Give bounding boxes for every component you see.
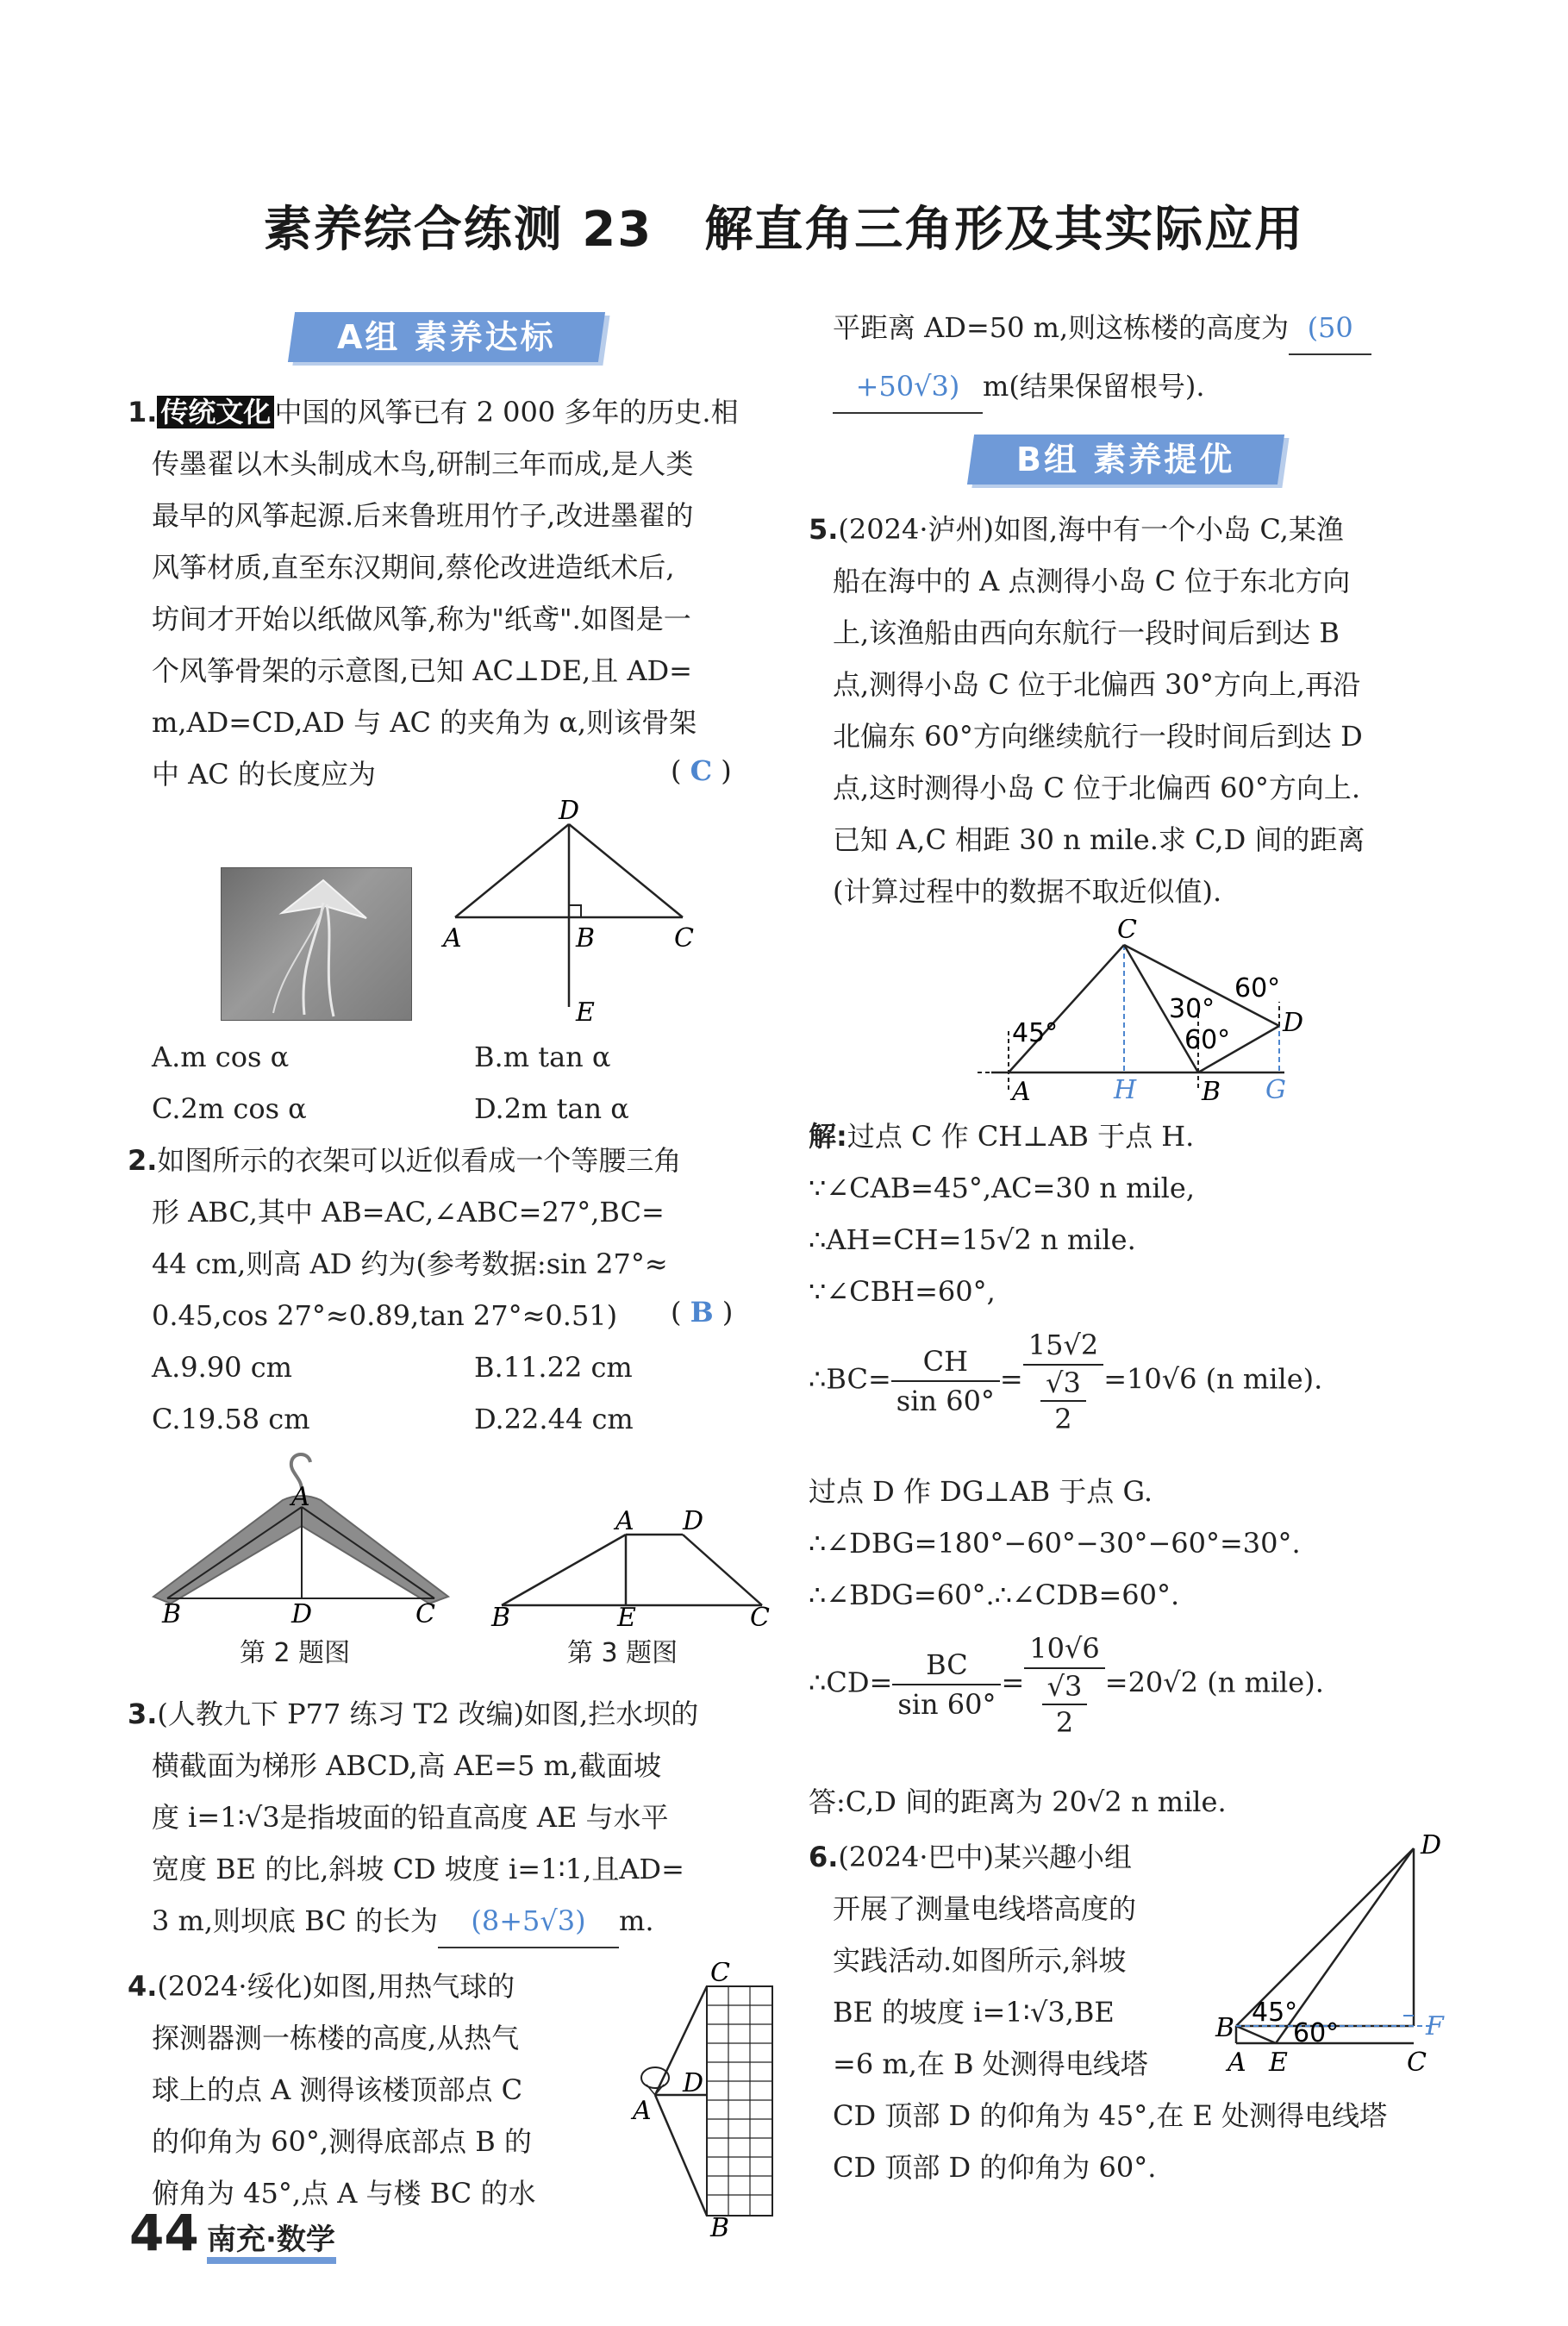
q1-line-7: m,AD=CD,AD 与 AC 的夹角为 α,则该骨架 [152, 706, 697, 739]
fig3-label-d: D [683, 1506, 704, 1536]
q6-line-5: =6 m,在 B 处测得电线塔 [833, 2048, 1148, 2080]
q1-line-2: 传墨翟以木头制成木鸟,研制三年而成,是人类 [152, 447, 694, 480]
q4-line-5: 俯角为 45°,点 A 与楼 BC 的水 [152, 2177, 536, 2210]
q2-answer: ( B ) [671, 1296, 734, 1329]
q5-sol-3: ∴AH=CH=15√2 n mile. [809, 1223, 1136, 1256]
q4-cont-2: +50√3) m(结果保留根号). [833, 360, 1205, 414]
q6-line-1: 6.(2024·巴中)某兴趣小组 [809, 1841, 1133, 1873]
fig3-label-e: E [617, 1603, 636, 1626]
fig5-angle-60-bottom: 60° [1184, 1025, 1231, 1055]
q5-sol-6: 过点 D 作 DG⊥AB 于点 G. [809, 1475, 1153, 1508]
fig6-label-d: D [1421, 1833, 1442, 1860]
q1-line-3: 最早的风筝起源.后来鲁班用竹子,改进墨翟的 [152, 499, 694, 532]
q2-option-c: C.19.58 cm [152, 1403, 310, 1435]
q3-line-5: 3 m,则坝底 BC 的长为 (8+5√3) m. [152, 1895, 654, 1948]
fig5-angle-30: 30° [1169, 994, 1215, 1024]
title-left: 素养综合练测 23 [263, 202, 653, 258]
q1-answer: ( C ) [671, 754, 732, 787]
fig3-label-c: C [750, 1603, 770, 1626]
page-number: 44 [129, 2204, 199, 2262]
q4-line-4: 的仰角为 60°,测得底部点 B 的 [152, 2125, 532, 2158]
q5-sol-5: ∴BC= $\frac{CH}{\sin 60^\circ}$ = $\frac{15√2}{\frac{√3}{2}}$ =10√6 (n mile). [809, 1326, 1322, 1436]
fig6-label-b: B [1215, 2013, 1235, 2043]
q3-figure [488, 1500, 781, 1626]
fig2-label-a: A [291, 1482, 310, 1512]
q1-figure [431, 798, 707, 1022]
q5-line-2: 船在海中的 A 点测得小岛 C 位于东北方向 [833, 565, 1351, 597]
fig6-label-f: F [1426, 2011, 1444, 2042]
q4-answer-blank-2: +50√3) [833, 360, 983, 414]
q4-line-3: 球上的点 A 测得该楼顶部点 C [152, 2073, 523, 2106]
fig2-label-c: C [415, 1599, 435, 1624]
page-title [0, 191, 1568, 260]
q1-option-c: C.2m cos α [152, 1092, 307, 1125]
fig1-label-e: E [576, 997, 595, 1022]
fig4-label-c: C [710, 1962, 730, 1988]
q2-line-2: 形 ABC,其中 AB=AC,∠ABC=27°,BC= [152, 1196, 665, 1229]
q2-caption: 第 2 题图 [240, 1638, 351, 1668]
fig1-label-c: C [674, 923, 694, 954]
q2-option-d: D.22.44 cm [474, 1403, 634, 1435]
q4-line-2: 探测器测一栋楼的高度,从热气 [152, 2022, 520, 2054]
fig4-label-a: A [633, 2096, 652, 2126]
culture-tag: 传统文化 [157, 396, 274, 428]
q6-line-2: 开展了测量电线塔高度的 [833, 1892, 1137, 1925]
q5-sol-2: ∵∠CAB=45°,AC=30 n mile, [809, 1172, 1195, 1204]
fig3-label-a: A [615, 1506, 634, 1536]
fig3-label-b: B [491, 1603, 511, 1626]
q5-sol-9: ∴CD= $\frac{BC}{\sin 60^\circ}$ = $\frac{10√6}{\frac{√3}{2}}$ =20√2 (n mile). [809, 1629, 1324, 1740]
title-right: 解直角三角形及其实际应用 [704, 202, 1305, 258]
q4-answer-blank-1: (50 [1289, 302, 1371, 355]
fig5-angle-60-top: 60° [1234, 973, 1281, 1004]
q4-line-1: 4.(2024·绥化)如图,用热气球的 [128, 1970, 515, 2003]
q1-line-1: 1. 传统文化 中国的风筝已有 2 000 多年的历史.相 [128, 396, 739, 428]
q1-option-d: D.2m tan α [474, 1092, 629, 1125]
q3-line-4: 宽度 BE 的比,斜坡 CD 坡度 i=1∶1,且AD= [152, 1853, 684, 1885]
fig6-label-e: E [1269, 2048, 1288, 2078]
q5-sol-7: ∴∠DBG=180°−60°−30°−60°=30°. [809, 1527, 1301, 1560]
q2-option-a: A.9.90 cm [152, 1351, 292, 1384]
fig1-label-b: B [576, 923, 596, 954]
q1-line-6: 个风筝骨架的示意图,已知 AC⊥DE,且 AD= [152, 654, 692, 687]
q3-line-2: 横截面为梯形 ABCD,高 AE=5 m,截面坡 [152, 1749, 662, 1782]
q1-line-8: 中 AC 的长度应为 [152, 758, 376, 791]
kite-image [222, 868, 411, 1020]
q6-line-7: CD 顶部 D 的仰角为 60°. [833, 2151, 1157, 2184]
group-b-banner: B组 素养提优 [967, 435, 1284, 485]
fig4-label-b: B [710, 2213, 730, 2238]
q3-caption: 第 3 题图 [567, 1638, 678, 1668]
q6-line-3: 实践活动.如图所示,斜坡 [833, 1944, 1127, 1977]
fig5-label-c: C [1117, 919, 1137, 945]
fig2-label-d: D [291, 1599, 313, 1624]
q6-figure [1207, 1833, 1465, 2092]
q2-figure [145, 1452, 455, 1624]
q4-figure [621, 1962, 784, 2238]
fig5-label-h: H [1114, 1075, 1137, 1105]
q2-option-b: B.11.22 cm [474, 1351, 633, 1384]
group-a-banner: A组 素养达标 [288, 312, 605, 362]
q6-line-4: BE 的坡度 i=1∶√3,BE [833, 1996, 1115, 2029]
q5-sol-4: ∵∠CBH=60°, [809, 1275, 996, 1308]
q2-line-4: 0.45,cos 27°≈0.89,tan 27°≈0.51) [152, 1299, 618, 1332]
q5-line-5: 北偏东 60°方向继续航行一段时间后到达 D [833, 720, 1363, 753]
q1-option-b: B.m tan α [474, 1041, 611, 1073]
q5-line-1: 5.(2024·泸州)如图,海中有一个小岛 C,某渔 [809, 513, 1344, 546]
fig4-label-d: D [683, 2068, 704, 2098]
fig5-label-b: B [1202, 1077, 1221, 1107]
q2-line-3: 44 cm,则高 AD 约为(参考数据:sin 27°≈ [152, 1247, 668, 1280]
fig5-label-d: D [1283, 1008, 1304, 1038]
q6-line-6: CD 顶部 D 的仰角为 45°,在 E 处测得电线塔 [833, 2099, 1388, 2132]
fig6-angle-60: 60° [1293, 2018, 1340, 2048]
q1-option-a: A.m cos α [152, 1041, 290, 1073]
q5-sol-8: ∴∠BDG=60°.∴∠CDB=60°. [809, 1579, 1180, 1611]
q1-line-4: 风筝材质,直至东汉期间,蔡伦改进造纸术后, [152, 551, 675, 584]
q3-line-3: 度 i=1∶√3是指坡面的铅直高度 AE 与水平 [152, 1801, 669, 1834]
q5-line-3: 上,该渔船由西向东航行一段时间后到达 B [833, 616, 1340, 649]
footer-bar [207, 2257, 336, 2264]
q5-line-8: (计算过程中的数据不取近似值). [833, 875, 1222, 908]
fig6-label-c: C [1407, 2048, 1427, 2078]
kite-photo [221, 867, 412, 1021]
q5-line-4: 点,测得小岛 C 位于北偏西 30°方向上,再沿 [833, 668, 1361, 701]
fig5-angle-45: 45° [1012, 1018, 1059, 1048]
q2-line-1: 2.如图所示的衣架可以近似看成一个等腰三角 [128, 1144, 682, 1177]
fig5-label-a: A [1012, 1077, 1031, 1107]
fig6-angle-45: 45° [1252, 1998, 1298, 2028]
q5-sol-1: 解:过点 C 作 CH⊥AB 于点 H. [809, 1120, 1195, 1153]
fig1-label-a: A [443, 923, 462, 954]
footer-text: 南充·数学 [207, 2223, 335, 2257]
q1-line-5: 坊间才开始以纸做风筝,称为"纸鸢".如图是一 [152, 603, 691, 635]
fig2-label-b: B [162, 1599, 182, 1624]
q5-line-6: 点,这时测得小岛 C 位于北偏西 60°方向上. [833, 772, 1361, 804]
q5-figure [974, 919, 1310, 1109]
fig1-label-d: D [559, 798, 580, 826]
q4-cont-1: 平距离 AD=50 m,则这栋楼的高度为 (50 [833, 302, 1371, 355]
q5-line-7: 已知 A,C 相距 30 n mile.求 C,D 间的距离 [833, 823, 1365, 856]
fig6-label-a: A [1228, 2048, 1246, 2078]
q5-sol-10: 答:C,D 间的距离为 20√2 n mile. [809, 1785, 1227, 1818]
q3-answer-blank: (8+5√3) [438, 1895, 619, 1948]
fig5-label-g: G [1265, 1075, 1286, 1105]
q3-line-1: 3.(人教九下 P77 练习 T2 改编)如图,拦水坝的 [128, 1698, 699, 1730]
